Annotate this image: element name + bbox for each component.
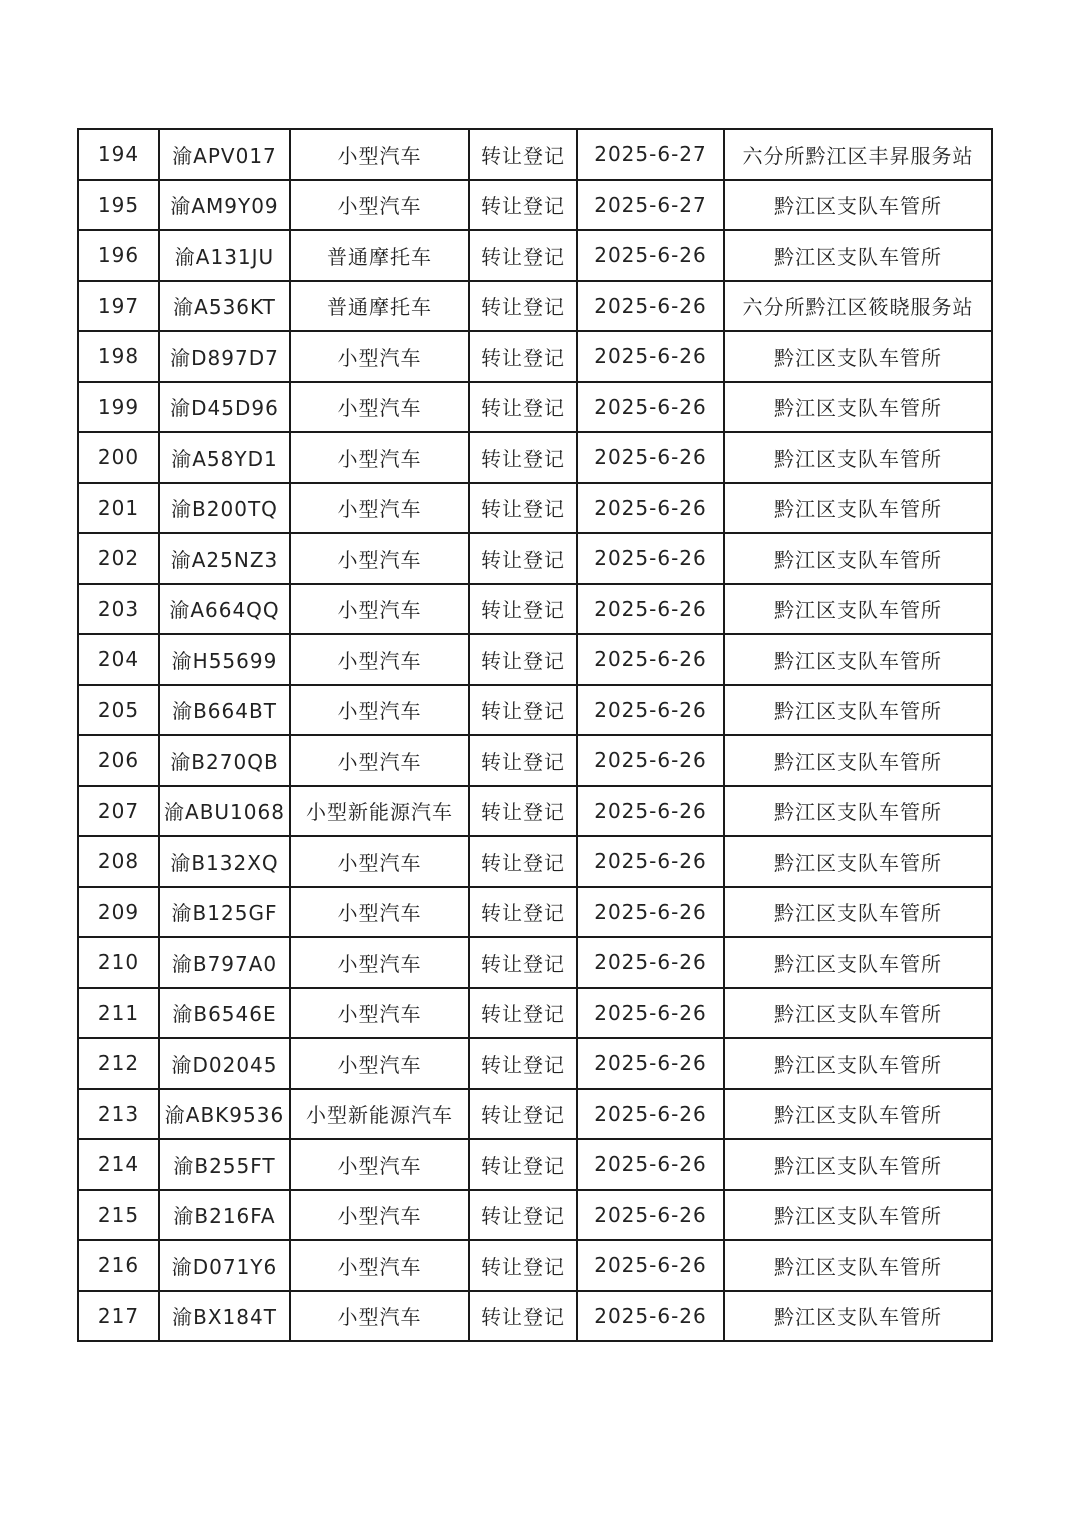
vehicle-transfer-table bbox=[77, 128, 993, 1342]
vehicle-type: 小型汽车 bbox=[290, 1038, 469, 1089]
handling-office: 黔江区支队车管所 bbox=[724, 1038, 992, 1089]
plate-number: 渝B6546E bbox=[159, 988, 290, 1039]
row-number: 196 bbox=[78, 230, 159, 281]
table-row bbox=[78, 533, 992, 584]
plate-number: 渝A25NZ3 bbox=[159, 533, 290, 584]
plate-number: 渝B200TQ bbox=[159, 483, 290, 534]
vehicle-type: 小型汽车 bbox=[290, 937, 469, 988]
row-number: 217 bbox=[78, 1291, 159, 1342]
handling-office: 六分所黔江区筱晓服务站 bbox=[724, 281, 992, 332]
handling-office: 黔江区支队车管所 bbox=[724, 1190, 992, 1241]
registration-date: 2025-6-26 bbox=[577, 230, 724, 281]
vehicle-type: 小型汽车 bbox=[290, 180, 469, 231]
vehicle-type: 小型汽车 bbox=[290, 1291, 469, 1342]
plate-number: 渝AM9Y09 bbox=[159, 180, 290, 231]
registration-date: 2025-6-26 bbox=[577, 584, 724, 635]
business-type: 转让登记 bbox=[469, 584, 577, 635]
handling-office: 黔江区支队车管所 bbox=[724, 1291, 992, 1342]
table-row bbox=[78, 1139, 992, 1190]
plate-number: 渝A131JU bbox=[159, 230, 290, 281]
table-row bbox=[78, 129, 992, 180]
vehicle-type: 小型汽车 bbox=[290, 735, 469, 786]
table-row bbox=[78, 1291, 992, 1342]
business-type: 转让登记 bbox=[469, 988, 577, 1039]
vehicle-type: 小型汽车 bbox=[290, 331, 469, 382]
registration-date: 2025-6-26 bbox=[577, 1190, 724, 1241]
handling-office: 黔江区支队车管所 bbox=[724, 1240, 992, 1291]
handling-office: 黔江区支队车管所 bbox=[724, 432, 992, 483]
business-type: 转让登记 bbox=[469, 937, 577, 988]
registration-date: 2025-6-26 bbox=[577, 735, 724, 786]
table-row bbox=[78, 382, 992, 433]
vehicle-type: 小型汽车 bbox=[290, 836, 469, 887]
registration-date: 2025-6-26 bbox=[577, 1139, 724, 1190]
registration-date: 2025-6-26 bbox=[577, 483, 724, 534]
row-number: 206 bbox=[78, 735, 159, 786]
row-number: 207 bbox=[78, 786, 159, 837]
handling-office: 黔江区支队车管所 bbox=[724, 735, 992, 786]
business-type: 转让登记 bbox=[469, 230, 577, 281]
row-number: 200 bbox=[78, 432, 159, 483]
table-row bbox=[78, 1240, 992, 1291]
handling-office: 黔江区支队车管所 bbox=[724, 988, 992, 1039]
row-number: 197 bbox=[78, 281, 159, 332]
vehicle-type: 小型汽车 bbox=[290, 129, 469, 180]
row-number: 205 bbox=[78, 685, 159, 736]
registration-date: 2025-6-26 bbox=[577, 281, 724, 332]
row-number: 212 bbox=[78, 1038, 159, 1089]
registration-date: 2025-6-26 bbox=[577, 1089, 724, 1140]
row-number: 201 bbox=[78, 483, 159, 534]
row-number: 210 bbox=[78, 937, 159, 988]
business-type: 转让登记 bbox=[469, 483, 577, 534]
table-row bbox=[78, 1038, 992, 1089]
registration-date: 2025-6-26 bbox=[577, 432, 724, 483]
registration-date: 2025-6-26 bbox=[577, 634, 724, 685]
row-number: 194 bbox=[78, 129, 159, 180]
vehicle-type: 小型汽车 bbox=[290, 483, 469, 534]
business-type: 转让登记 bbox=[469, 331, 577, 382]
handling-office: 黔江区支队车管所 bbox=[724, 685, 992, 736]
row-number: 214 bbox=[78, 1139, 159, 1190]
vehicle-type: 普通摩托车 bbox=[290, 230, 469, 281]
row-number: 202 bbox=[78, 533, 159, 584]
registration-date: 2025-6-26 bbox=[577, 1038, 724, 1089]
registration-date: 2025-6-26 bbox=[577, 382, 724, 433]
plate-number: 渝ABK9536 bbox=[159, 1089, 290, 1140]
handling-office: 黔江区支队车管所 bbox=[724, 1089, 992, 1140]
plate-number: 渝B125GF bbox=[159, 887, 290, 938]
business-type: 转让登记 bbox=[469, 1038, 577, 1089]
registration-date: 2025-6-26 bbox=[577, 1240, 724, 1291]
vehicle-type: 普通摩托车 bbox=[290, 281, 469, 332]
vehicle-type: 小型汽车 bbox=[290, 1240, 469, 1291]
registration-date: 2025-6-26 bbox=[577, 685, 724, 736]
plate-number: 渝D897D7 bbox=[159, 331, 290, 382]
business-type: 转让登记 bbox=[469, 836, 577, 887]
registration-date: 2025-6-26 bbox=[577, 988, 724, 1039]
business-type: 转让登记 bbox=[469, 1089, 577, 1140]
registration-date: 2025-6-26 bbox=[577, 533, 724, 584]
plate-number: 渝A664QQ bbox=[159, 584, 290, 635]
plate-number: 渝A58YD1 bbox=[159, 432, 290, 483]
table-row bbox=[78, 1190, 992, 1241]
plate-number: 渝APV017 bbox=[159, 129, 290, 180]
table-row bbox=[78, 988, 992, 1039]
vehicle-type: 小型汽车 bbox=[290, 685, 469, 736]
plate-number: 渝B664BT bbox=[159, 685, 290, 736]
handling-office: 黔江区支队车管所 bbox=[724, 937, 992, 988]
handling-office: 黔江区支队车管所 bbox=[724, 887, 992, 938]
registration-date: 2025-6-26 bbox=[577, 937, 724, 988]
registration-date: 2025-6-26 bbox=[577, 836, 724, 887]
plate-number: 渝B216FA bbox=[159, 1190, 290, 1241]
table-row bbox=[78, 432, 992, 483]
row-number: 195 bbox=[78, 180, 159, 231]
business-type: 转让登记 bbox=[469, 1139, 577, 1190]
registration-date: 2025-6-27 bbox=[577, 180, 724, 231]
row-number: 199 bbox=[78, 382, 159, 433]
table-row bbox=[78, 483, 992, 534]
business-type: 转让登记 bbox=[469, 634, 577, 685]
vehicle-type: 小型汽车 bbox=[290, 887, 469, 938]
business-type: 转让登记 bbox=[469, 533, 577, 584]
handling-office: 黔江区支队车管所 bbox=[724, 180, 992, 231]
row-number: 204 bbox=[78, 634, 159, 685]
registration-date: 2025-6-26 bbox=[577, 887, 724, 938]
row-number: 209 bbox=[78, 887, 159, 938]
handling-office: 黔江区支队车管所 bbox=[724, 786, 992, 837]
plate-number: 渝BX184T bbox=[159, 1291, 290, 1342]
row-number: 198 bbox=[78, 331, 159, 382]
row-number: 203 bbox=[78, 584, 159, 635]
registration-date: 2025-6-27 bbox=[577, 129, 724, 180]
plate-number: 渝B270QB bbox=[159, 735, 290, 786]
table-body bbox=[78, 129, 992, 1341]
business-type: 转让登记 bbox=[469, 180, 577, 231]
row-number: 216 bbox=[78, 1240, 159, 1291]
table-row bbox=[78, 836, 992, 887]
vehicle-type: 小型汽车 bbox=[290, 988, 469, 1039]
registration-date: 2025-6-26 bbox=[577, 331, 724, 382]
handling-office: 黔江区支队车管所 bbox=[724, 533, 992, 584]
table-row bbox=[78, 230, 992, 281]
business-type: 转让登记 bbox=[469, 432, 577, 483]
row-number: 215 bbox=[78, 1190, 159, 1241]
table-row bbox=[78, 1089, 992, 1140]
table-row bbox=[78, 584, 992, 635]
registration-date: 2025-6-26 bbox=[577, 1291, 724, 1342]
registration-date: 2025-6-26 bbox=[577, 786, 724, 837]
table-row bbox=[78, 281, 992, 332]
table-row bbox=[78, 331, 992, 382]
plate-number: 渝A536KT bbox=[159, 281, 290, 332]
plate-number: 渝B255FT bbox=[159, 1139, 290, 1190]
vehicle-type: 小型新能源汽车 bbox=[290, 1089, 469, 1140]
handling-office: 黔江区支队车管所 bbox=[724, 483, 992, 534]
business-type: 转让登记 bbox=[469, 685, 577, 736]
handling-office: 黔江区支队车管所 bbox=[724, 836, 992, 887]
table-row bbox=[78, 786, 992, 837]
business-type: 转让登记 bbox=[469, 1291, 577, 1342]
handling-office: 六分所黔江区丰昇服务站 bbox=[724, 129, 992, 180]
business-type: 转让登记 bbox=[469, 887, 577, 938]
business-type: 转让登记 bbox=[469, 786, 577, 837]
row-number: 211 bbox=[78, 988, 159, 1039]
plate-number: 渝ABU1068 bbox=[159, 786, 290, 837]
row-number: 208 bbox=[78, 836, 159, 887]
vehicle-type: 小型汽车 bbox=[290, 634, 469, 685]
vehicle-type: 小型汽车 bbox=[290, 432, 469, 483]
plate-number: 渝D02045 bbox=[159, 1038, 290, 1089]
vehicle-type: 小型汽车 bbox=[290, 533, 469, 584]
table-row bbox=[78, 937, 992, 988]
vehicle-type: 小型新能源汽车 bbox=[290, 786, 469, 837]
plate-number: 渝B132XQ bbox=[159, 836, 290, 887]
table-row bbox=[78, 685, 992, 736]
table-row bbox=[78, 735, 992, 786]
vehicle-type: 小型汽车 bbox=[290, 1139, 469, 1190]
vehicle-type: 小型汽车 bbox=[290, 1190, 469, 1241]
vehicle-type: 小型汽车 bbox=[290, 584, 469, 635]
business-type: 转让登记 bbox=[469, 382, 577, 433]
vehicle-type: 小型汽车 bbox=[290, 382, 469, 433]
handling-office: 黔江区支队车管所 bbox=[724, 1139, 992, 1190]
plate-number: 渝D45D96 bbox=[159, 382, 290, 433]
handling-office: 黔江区支队车管所 bbox=[724, 230, 992, 281]
plate-number: 渝H55699 bbox=[159, 634, 290, 685]
business-type: 转让登记 bbox=[469, 735, 577, 786]
row-number: 213 bbox=[78, 1089, 159, 1140]
business-type: 转让登记 bbox=[469, 1240, 577, 1291]
business-type: 转让登记 bbox=[469, 129, 577, 180]
handling-office: 黔江区支队车管所 bbox=[724, 634, 992, 685]
handling-office: 黔江区支队车管所 bbox=[724, 584, 992, 635]
table-row bbox=[78, 180, 992, 231]
plate-number: 渝B797A0 bbox=[159, 937, 290, 988]
handling-office: 黔江区支队车管所 bbox=[724, 331, 992, 382]
table-row bbox=[78, 634, 992, 685]
plate-number: 渝D071Y6 bbox=[159, 1240, 290, 1291]
business-type: 转让登记 bbox=[469, 1190, 577, 1241]
handling-office: 黔江区支队车管所 bbox=[724, 382, 992, 433]
business-type: 转让登记 bbox=[469, 281, 577, 332]
table-row bbox=[78, 887, 992, 938]
